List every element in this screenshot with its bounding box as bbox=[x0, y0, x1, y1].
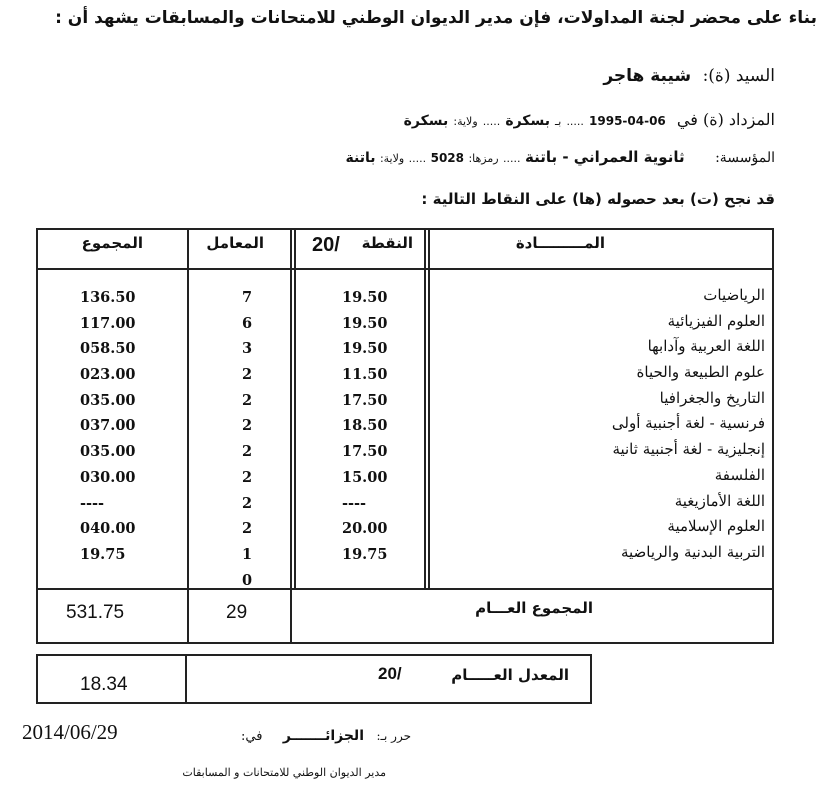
success-text: قد نجح (ت) بعد حصوله (ها) على النقاط التالية : bbox=[421, 190, 775, 208]
coef-cell: 6 bbox=[241, 314, 253, 332]
issue-city: الجزائـــــــر bbox=[282, 728, 364, 744]
candidate-name: شيبة هاجر bbox=[603, 66, 692, 86]
col-divider-grade-double bbox=[428, 228, 430, 588]
coef-cell: 2 bbox=[241, 443, 253, 461]
written-label: حرر بـ: bbox=[376, 729, 411, 743]
grade-cell: 19.75 bbox=[342, 545, 388, 563]
birth-date: 1995-04-06 bbox=[589, 114, 666, 128]
total-cell: 058.50 bbox=[80, 340, 136, 358]
on-label: في: bbox=[240, 729, 263, 744]
header-grade-scale: 20/ bbox=[312, 234, 340, 256]
grade-cell: ---- bbox=[342, 494, 367, 512]
coefficients-column bbox=[240, 285, 254, 593]
birth-place: بسكرة bbox=[505, 113, 550, 129]
coef-cell: 2 bbox=[241, 417, 253, 435]
inst-wilaya-label: ولاية: bbox=[379, 152, 405, 165]
grade-cell: 20.00 bbox=[342, 520, 388, 538]
average-value: 18.34 bbox=[80, 674, 128, 695]
coef-cell: 2 bbox=[241, 366, 253, 384]
subject-row: الفلسفة bbox=[714, 465, 765, 484]
institution-label: المؤسسة: bbox=[715, 150, 775, 166]
coef-cell: 2 bbox=[241, 391, 253, 409]
grade-cell: 15.00 bbox=[342, 468, 388, 486]
col-divider-total bbox=[187, 228, 189, 644]
coef-cell: 2 bbox=[241, 468, 253, 486]
issue-date: 2014/06/29 bbox=[22, 720, 118, 744]
inst-wilaya: باتنة bbox=[345, 150, 376, 166]
average-scale: 20/ bbox=[378, 664, 402, 683]
subject-row: التاريخ والجغرافيا bbox=[659, 388, 765, 407]
birth-row: المزداد (ة) في 1995-04-06 ..... بـ بسكرة ..... ولاية: بسكرة bbox=[403, 110, 775, 129]
signatory: مدير الديوان الوطني للامتحانات و المسابقات bbox=[182, 766, 386, 779]
grade-cell: 19.50 bbox=[342, 340, 388, 358]
institution-code: 5028 bbox=[430, 151, 464, 165]
institution-name: ثانوية العمراني - باتنة bbox=[524, 148, 685, 166]
col-divider-coef-double bbox=[294, 228, 296, 588]
subject-row: اللغة الأمازيغية bbox=[674, 491, 765, 510]
total-cell: 035.00 bbox=[80, 391, 136, 409]
birth-sep: بـ bbox=[555, 115, 562, 128]
col-divider-coef bbox=[290, 228, 292, 644]
grand-total-value: 531.75 bbox=[66, 602, 125, 623]
header-total: المجموع bbox=[81, 234, 143, 252]
total-cell: 040.00 bbox=[80, 520, 136, 538]
coef-cell: 2 bbox=[241, 520, 253, 538]
coef-cell: 7 bbox=[241, 289, 253, 306]
grand-total-label: المجموع العـــام bbox=[475, 599, 593, 617]
subject-row: العلوم الفيزيائية bbox=[667, 311, 765, 330]
header-grade-label: النقطة bbox=[361, 234, 413, 252]
birth-wilaya: بسكرة bbox=[403, 113, 449, 129]
name-label: السيد (ة): bbox=[702, 66, 775, 86]
total-cell: 19.75 bbox=[80, 545, 126, 563]
total-cell: 030.00 bbox=[80, 468, 136, 486]
issue-place-row bbox=[241, 728, 411, 744]
subject-row: اللغة العربية وآدابها bbox=[647, 337, 765, 356]
coef-cell: 1 bbox=[241, 545, 253, 563]
birth-label: المزداد (ة) في bbox=[676, 110, 775, 129]
header-grade bbox=[362, 234, 413, 252]
grades-column bbox=[342, 285, 387, 568]
institution-row: المؤسسة: ثانوية العمراني - باتنة ..... رمزها: 5028 ..... ولاية: باتنة bbox=[345, 148, 775, 166]
subject-row: التربية البدنية والرياضية bbox=[620, 542, 765, 561]
code-label: رمزها: bbox=[468, 152, 499, 165]
totals-column bbox=[80, 285, 136, 568]
grade-cell: 11.50 bbox=[342, 366, 388, 384]
average-label: المعدل العـــــام bbox=[451, 666, 569, 684]
total-cell: 035.00 bbox=[80, 443, 136, 461]
total-rule bbox=[36, 588, 774, 590]
header-subject: المـــــــــادة bbox=[515, 234, 605, 252]
subjects-list bbox=[612, 283, 765, 566]
col-divider-grade bbox=[424, 228, 426, 588]
total-cell: ---- bbox=[80, 494, 105, 512]
subject-row: إنجليزية - لغة أجنبية ثانية bbox=[612, 440, 765, 459]
average-divider bbox=[185, 654, 187, 704]
coef-sum: 29 bbox=[226, 602, 248, 623]
candidate-name-row bbox=[603, 66, 775, 86]
intro-text: بناء على محضر لجنة المداولات، فإن مدير الديوان الوطني للامتحانات والمسابقات يشهد أن : bbox=[55, 8, 817, 28]
grade-cell: 19.50 bbox=[342, 314, 388, 332]
grade-cell: 17.50 bbox=[342, 391, 388, 409]
coef-cell: 2 bbox=[241, 494, 253, 512]
grade-cell: 17.50 bbox=[342, 443, 388, 461]
total-cell: 136.50 bbox=[80, 289, 136, 306]
subject-row: علوم الطبيعة والحياة bbox=[636, 363, 765, 382]
birth-wilaya-label: ولاية: bbox=[453, 115, 478, 128]
coef-cell: 0 bbox=[241, 571, 253, 589]
coef-cell: 3 bbox=[241, 340, 253, 358]
total-cell: 037.00 bbox=[80, 417, 136, 435]
total-cell: 023.00 bbox=[80, 366, 136, 384]
subject-row: العلوم الإسلامية bbox=[667, 517, 765, 536]
subject-row: فرنسية - لغة أجنبية أولى bbox=[611, 414, 765, 433]
grade-cell: 18.50 bbox=[342, 417, 388, 435]
subject-row: الرياضيات bbox=[703, 286, 765, 304]
header-coefficient: المعامل bbox=[206, 234, 264, 252]
header-rule bbox=[36, 268, 774, 270]
total-cell: 117.00 bbox=[80, 314, 136, 332]
grade-cell: 19.50 bbox=[342, 289, 388, 306]
